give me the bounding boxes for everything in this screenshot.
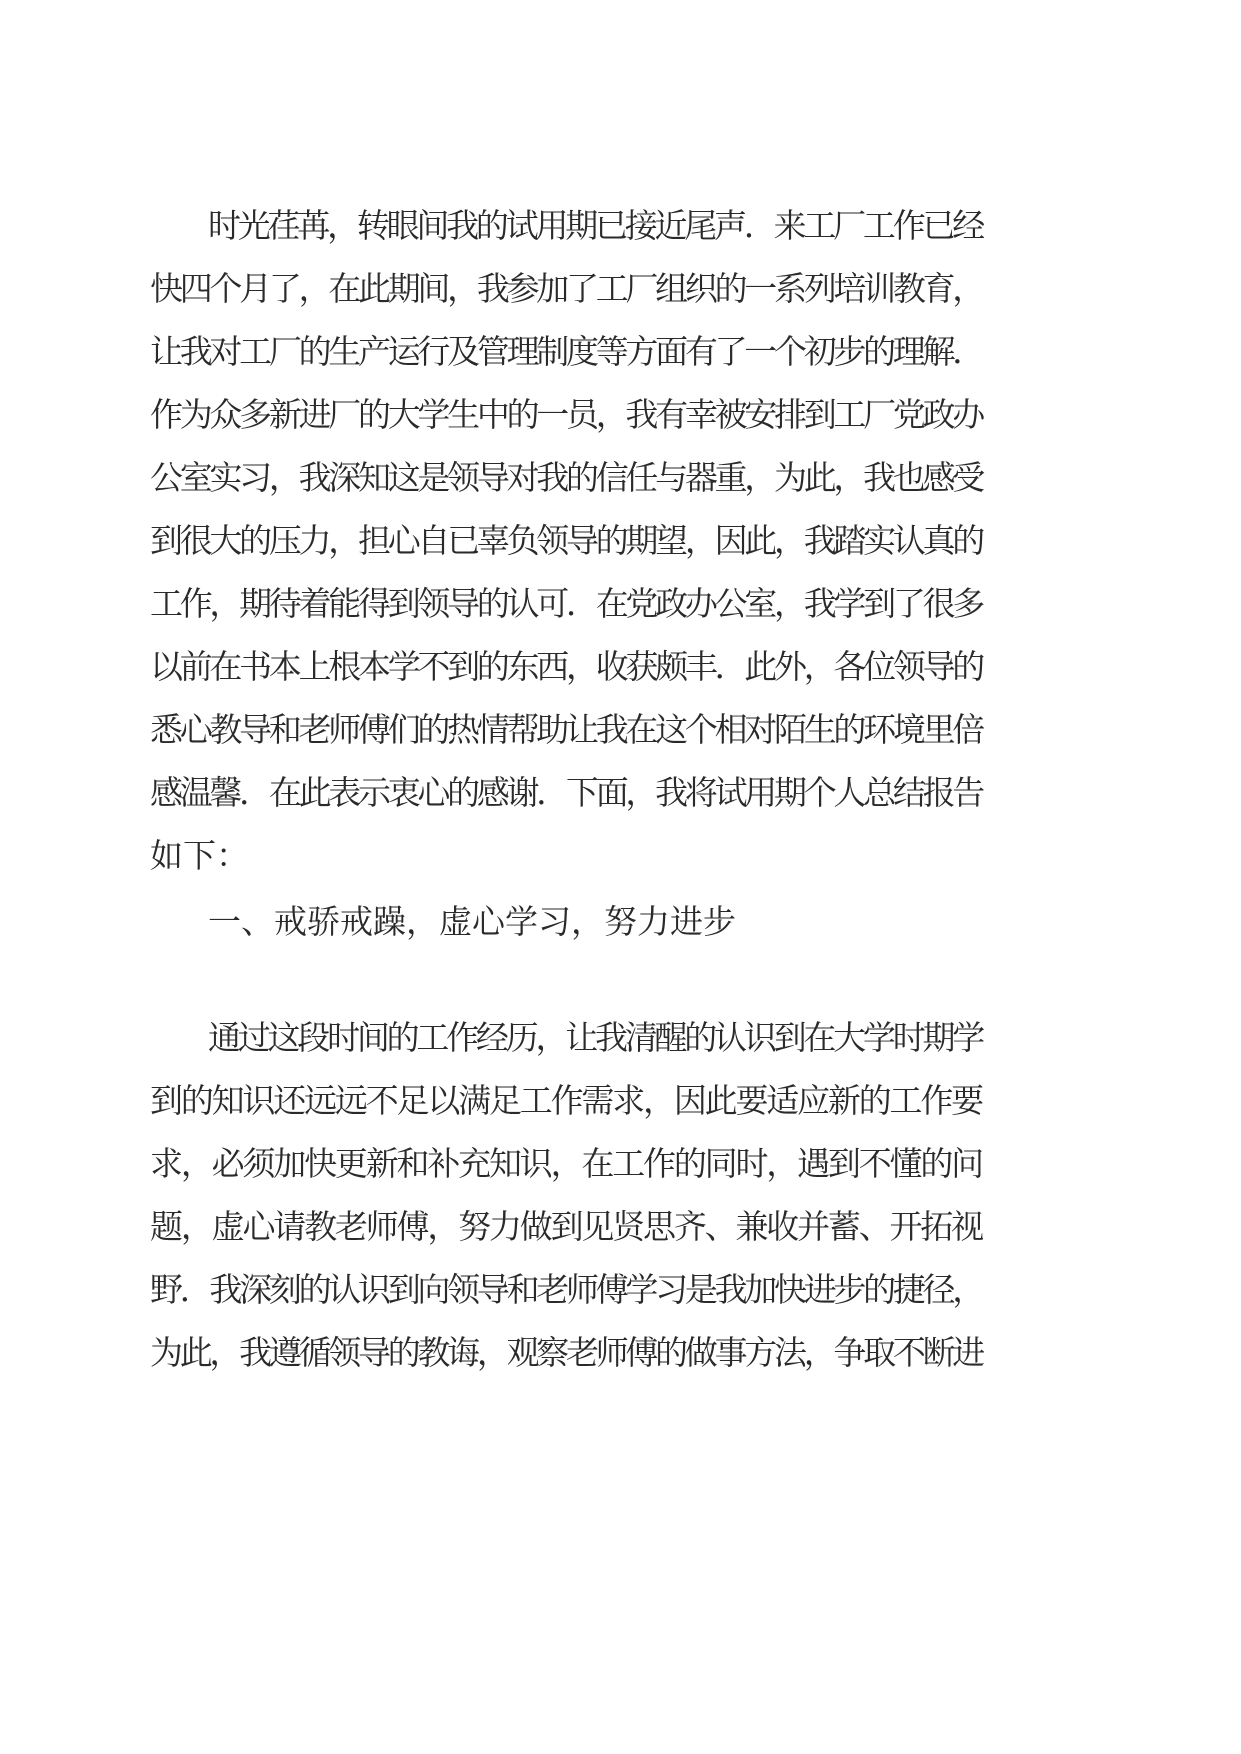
paragraph-line: 求，必须加快更新和补充知识，在工作的同时，遇到不懂的问 — [150, 1144, 983, 1183]
paragraph-line: 工作，期待着能得到领导的认可．在党政办公室，我学到了很多 — [150, 584, 983, 623]
paragraph-line: 让我对工厂的生产运行及管理制度等方面有了一个初步的理解． — [150, 332, 983, 371]
paragraph-line: 公室实习，我深知这是领导对我的信任与器重，为此，我也感受 — [150, 458, 983, 497]
paragraph-line: 野．我深刻的认识到向领导和老师傅学习是我加快进步的捷径， — [150, 1270, 983, 1309]
paragraph-line: 作为众多新进厂的大学生中的一员，我有幸被安排到工厂党政办 — [150, 395, 983, 434]
paragraph-line: 感温馨．在此表示衷心的感谢．下面，我将试用期个人总结报告 — [150, 773, 983, 812]
paragraph-line: 时光荏苒，转眼间我的试用期已接近尾声．来工厂工作已经 — [208, 206, 983, 245]
paragraph-line: 题，虚心请教老师傅，努力做到见贤思齐、兼收并蓄、开拓视 — [150, 1207, 983, 1246]
paragraph-line: 到很大的压力，担心自已辜负领导的期望，因此，我踏实认真的 — [150, 521, 983, 560]
paragraph-line: 通过这段时间的工作经历，让我清醒的认识到在大学时期学 — [208, 1018, 983, 1057]
section-heading: 一、戒骄戒躁，虚心学习，努力进步 — [208, 902, 736, 941]
paragraph-line: 悉心教导和老师傅们的热情帮助让我在这个相对陌生的环境里倍 — [150, 710, 983, 749]
paragraph-line: 到的知识还远远不足以满足工作需求，因此要适应新的工作要 — [150, 1081, 983, 1120]
paragraph-line: 以前在书本上根本学不到的东西，收获颇丰．此外，各位领导的 — [150, 647, 983, 686]
paragraph-line: 为此，我遵循领导的教诲，观察老师傅的做事方法，争取不断进 — [150, 1333, 983, 1372]
paragraph-line: 快四个月了，在此期间，我参加了工厂组织的一系列培训教育， — [150, 269, 983, 308]
paragraph-line: 如下： — [150, 836, 249, 875]
